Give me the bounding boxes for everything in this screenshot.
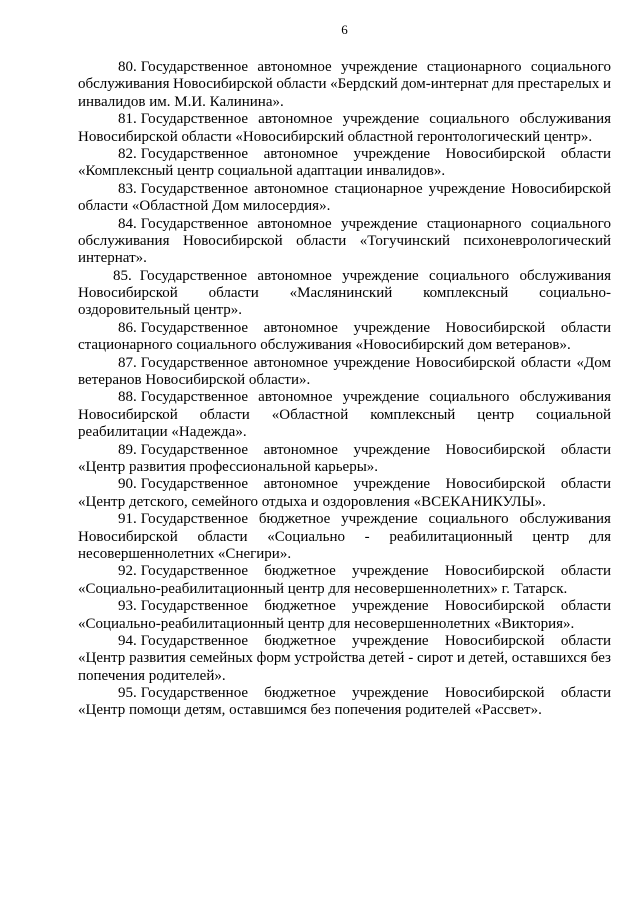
word: «Бердский xyxy=(330,76,398,93)
item-number: 93. xyxy=(118,598,137,615)
word: комплексный xyxy=(423,285,509,302)
word: социального xyxy=(530,59,611,75)
word: Новосибирской xyxy=(182,232,283,249)
word: для xyxy=(588,528,611,545)
item-text-line: попечения родителей». xyxy=(78,667,226,684)
item-number: 92. xyxy=(118,563,137,580)
word: учреждение xyxy=(353,319,431,336)
word: области xyxy=(520,354,571,371)
item-text-line: «Комплексный центр социальной адаптации инвалидов». xyxy=(78,163,446,180)
word: области xyxy=(560,441,611,458)
word: Новосибирской xyxy=(78,406,178,423)
item-text-line: стационарного социального обслуживания «Новосибирский дом ветеранов». xyxy=(78,337,571,354)
item-text-line: «Центр помощи детям, оставшимся без попечения родителей «Рассвет». xyxy=(78,702,542,719)
word: обслуживания xyxy=(519,111,611,128)
item-text-line xyxy=(141,181,611,198)
item-text-line: оздоровительный центр». xyxy=(78,302,243,319)
word: учреждение xyxy=(353,476,431,493)
item-text-line xyxy=(78,650,611,667)
item-text-line xyxy=(78,285,611,302)
word: области xyxy=(197,528,248,545)
item-number: 80. xyxy=(118,59,137,75)
list-item xyxy=(78,633,611,685)
item-text-line xyxy=(141,320,611,337)
word: учреждение xyxy=(341,215,418,232)
word: Новосибирской xyxy=(445,145,546,162)
list-item xyxy=(78,476,611,511)
word: автономное xyxy=(258,389,333,406)
word: автономное xyxy=(263,319,338,336)
item-text-line xyxy=(141,476,611,493)
item-text-line xyxy=(78,529,611,546)
word: Новосибирской xyxy=(444,685,545,702)
word: реабилитационный xyxy=(389,528,513,545)
item-text-line: реабилитации «Надежда». xyxy=(78,424,247,441)
word: «Центр xyxy=(78,650,126,667)
item-text-line xyxy=(78,233,611,250)
word: престарелых xyxy=(517,76,600,93)
word: учреждение xyxy=(333,354,411,371)
item-text-line: несовершеннолетних «Снегири». xyxy=(78,545,292,562)
list-item xyxy=(78,598,611,633)
item-first-line xyxy=(78,476,611,493)
word: бюджетное xyxy=(258,511,331,528)
item-first-line xyxy=(78,111,611,128)
word: обслуживания xyxy=(519,511,611,528)
item-text-line xyxy=(141,511,611,528)
item-text-line: «Центр развития профессиональной карьеры». xyxy=(78,458,379,475)
word: центр xyxy=(477,406,515,423)
word: автономное xyxy=(257,59,332,75)
item-text-line xyxy=(140,268,611,285)
word: области xyxy=(296,232,347,249)
item-text-line: ветеранов Новосибирской области». xyxy=(78,372,311,389)
item-first-line xyxy=(78,563,611,580)
word: стационарного xyxy=(426,59,522,75)
word: Государственное xyxy=(140,215,249,232)
word: Новосибирской xyxy=(445,476,546,493)
item-text-line xyxy=(78,76,611,93)
word: учреждение xyxy=(341,59,418,75)
word: области xyxy=(276,76,327,93)
word: семейных xyxy=(189,650,253,667)
word: бюджетное xyxy=(264,598,336,615)
word: бюджетное xyxy=(264,563,336,580)
word: Новосибирской xyxy=(173,76,273,93)
item-first-line xyxy=(78,268,611,285)
word: социального xyxy=(429,111,510,128)
word: социального xyxy=(530,215,611,232)
word: области xyxy=(199,406,250,423)
word: области xyxy=(560,319,611,336)
word: Государственное xyxy=(140,59,249,75)
item-first-line xyxy=(78,146,611,163)
word: Новосибирской xyxy=(445,441,546,458)
item-text-line xyxy=(141,633,611,650)
list-item xyxy=(78,320,611,355)
item-first-line xyxy=(78,511,611,528)
page-number: 6 xyxy=(341,22,348,37)
item-number: 89. xyxy=(118,441,137,458)
item-number: 94. xyxy=(118,632,137,649)
item-number: 84. xyxy=(118,215,137,232)
word: учреждение xyxy=(352,598,429,615)
item-number: 87. xyxy=(118,354,137,371)
word: детей xyxy=(368,650,405,667)
item-first-line xyxy=(78,59,611,76)
word: «Маслянинский xyxy=(289,285,393,302)
word: стационарное xyxy=(334,180,423,197)
word: Государственное xyxy=(140,319,249,336)
word: без xyxy=(590,650,611,667)
list-item xyxy=(78,268,611,320)
item-text-line xyxy=(141,355,611,372)
word: Государственное xyxy=(140,145,249,162)
item-number: 86. xyxy=(118,319,137,336)
list-item xyxy=(78,442,611,477)
word: автономное xyxy=(254,180,329,197)
word: психоневрологический xyxy=(463,232,611,249)
word: области xyxy=(560,685,611,702)
word: автономное xyxy=(263,441,338,458)
word: Новосибирской xyxy=(445,319,546,336)
item-first-line xyxy=(78,320,611,337)
word: учреждение xyxy=(352,632,429,649)
word: учреждение xyxy=(342,389,420,406)
item-text-line: Новосибирской области «Новосибирский областной геронтологический центр». xyxy=(78,128,593,145)
word: области xyxy=(560,632,611,649)
item-first-line xyxy=(78,598,611,615)
word: Новосибирской xyxy=(78,528,178,545)
word: обслуживания xyxy=(519,389,611,406)
item-number: 88. xyxy=(118,389,137,406)
word: учреждение xyxy=(353,441,431,458)
word: социального xyxy=(429,389,510,406)
word: бюджетное xyxy=(264,685,336,702)
word: Государственное xyxy=(140,476,249,493)
word: - xyxy=(408,650,414,667)
word: Государственное xyxy=(140,598,249,615)
word: учреждение xyxy=(428,180,506,197)
item-first-line xyxy=(78,633,611,650)
word: для xyxy=(491,76,514,93)
word: автономное xyxy=(257,267,332,284)
item-text-line xyxy=(141,146,611,163)
item-text-line xyxy=(141,563,611,580)
item-first-line xyxy=(78,355,611,372)
item-text-line: интернат». xyxy=(78,250,147,267)
item-text-line xyxy=(141,59,611,76)
word: Новосибирской xyxy=(444,563,545,580)
word: области xyxy=(560,476,611,493)
list-item xyxy=(78,216,611,268)
word: сирот xyxy=(417,650,454,667)
word: социально- xyxy=(539,285,611,302)
word: Государственное xyxy=(140,511,249,528)
list-item xyxy=(78,685,611,720)
word: Новосибирской xyxy=(444,632,545,649)
list-item xyxy=(78,563,611,598)
word: автономное xyxy=(258,111,333,128)
word: Новосибирской xyxy=(444,598,545,615)
word: и xyxy=(602,76,611,93)
word: «Областной xyxy=(271,406,349,423)
word: обслуживания xyxy=(519,267,611,284)
word: обслуживания xyxy=(78,76,170,93)
item-text-line xyxy=(141,111,611,128)
list-item xyxy=(78,355,611,390)
word: учреждение xyxy=(352,563,429,580)
item-number: 91. xyxy=(118,511,137,528)
item-text-line: «Социально-реабилитационный центр для несовершеннолетних «Виктория». xyxy=(78,615,575,632)
item-text-line xyxy=(141,389,611,406)
word: области xyxy=(560,145,611,162)
word: Новосибирской xyxy=(78,285,178,302)
item-text-line: «Центр детского, семейного отдыха и оздоровления «ВСЕКАНИКУЛЫ». xyxy=(78,493,546,510)
word: социальной xyxy=(536,406,611,423)
word: Государственное xyxy=(139,267,248,284)
item-number: 95. xyxy=(118,685,137,702)
item-text-line xyxy=(141,216,611,233)
word: форм xyxy=(256,650,291,667)
word: учреждение xyxy=(342,267,419,284)
list-item xyxy=(78,511,611,563)
item-text-line xyxy=(141,598,611,615)
word: учреждение xyxy=(352,685,429,702)
word: области xyxy=(560,598,611,615)
word: Новосибирской xyxy=(415,354,516,371)
item-number: 83. xyxy=(118,180,137,197)
word: - xyxy=(364,528,370,545)
word: «Тогучинский xyxy=(359,232,451,249)
word: дом-интернат xyxy=(401,76,489,93)
list-item xyxy=(78,111,611,146)
item-text-line xyxy=(78,407,611,424)
word: Государственное xyxy=(140,563,249,580)
word: социального xyxy=(429,267,510,284)
word: Государственное xyxy=(140,354,249,371)
word: учреждение xyxy=(353,145,431,162)
word: области xyxy=(560,563,611,580)
word: автономное xyxy=(257,215,332,232)
word: устройства xyxy=(294,650,366,667)
word: Государственное xyxy=(140,180,249,197)
item-text-line: области «Областной Дом милосердия». xyxy=(78,198,331,215)
word: автономное xyxy=(253,354,328,371)
list-item xyxy=(78,59,611,111)
word: Государственное xyxy=(140,685,249,702)
word: комплексный xyxy=(370,406,456,423)
item-text-line: инвалидов им. М.И. Калинина». xyxy=(78,93,284,110)
item-number: 85. xyxy=(113,267,132,284)
word: Новосибирской xyxy=(511,180,611,197)
word: автономное xyxy=(263,476,338,493)
word: автономное xyxy=(263,145,338,162)
item-number: 81. xyxy=(118,111,137,128)
word: Государственное xyxy=(140,632,249,649)
item-first-line xyxy=(78,442,611,459)
item-first-line xyxy=(78,216,611,233)
word: Государственное xyxy=(140,111,249,128)
word: и xyxy=(456,650,465,667)
item-first-line xyxy=(78,685,611,702)
item-first-line xyxy=(78,181,611,198)
document-body xyxy=(78,59,611,720)
word: «Социально xyxy=(267,528,345,545)
item-number: 90. xyxy=(118,476,137,493)
word: учреждение xyxy=(342,111,420,128)
word: области xyxy=(208,285,259,302)
word: Государственное xyxy=(140,389,249,406)
list-item xyxy=(78,181,611,216)
word: оставшихся xyxy=(511,650,587,667)
list-item xyxy=(78,146,611,181)
item-text-line xyxy=(141,442,611,459)
word: бюджетное xyxy=(264,632,336,649)
word: детей, xyxy=(468,650,508,667)
word: учреждение xyxy=(341,511,418,528)
word: «Дом xyxy=(576,354,611,371)
item-number: 82. xyxy=(118,145,137,162)
item-text-line xyxy=(141,685,611,702)
list-item xyxy=(78,389,611,441)
word: обслуживания xyxy=(78,232,170,249)
word: социального xyxy=(428,511,509,528)
word: стационарного xyxy=(426,215,522,232)
item-text-line: «Социально-реабилитационный центр для несовершеннолетних» г. Татарск. xyxy=(78,580,568,597)
item-first-line xyxy=(78,389,611,406)
word: Государственное xyxy=(140,441,249,458)
word: центр xyxy=(532,528,570,545)
word: развития xyxy=(129,650,186,667)
